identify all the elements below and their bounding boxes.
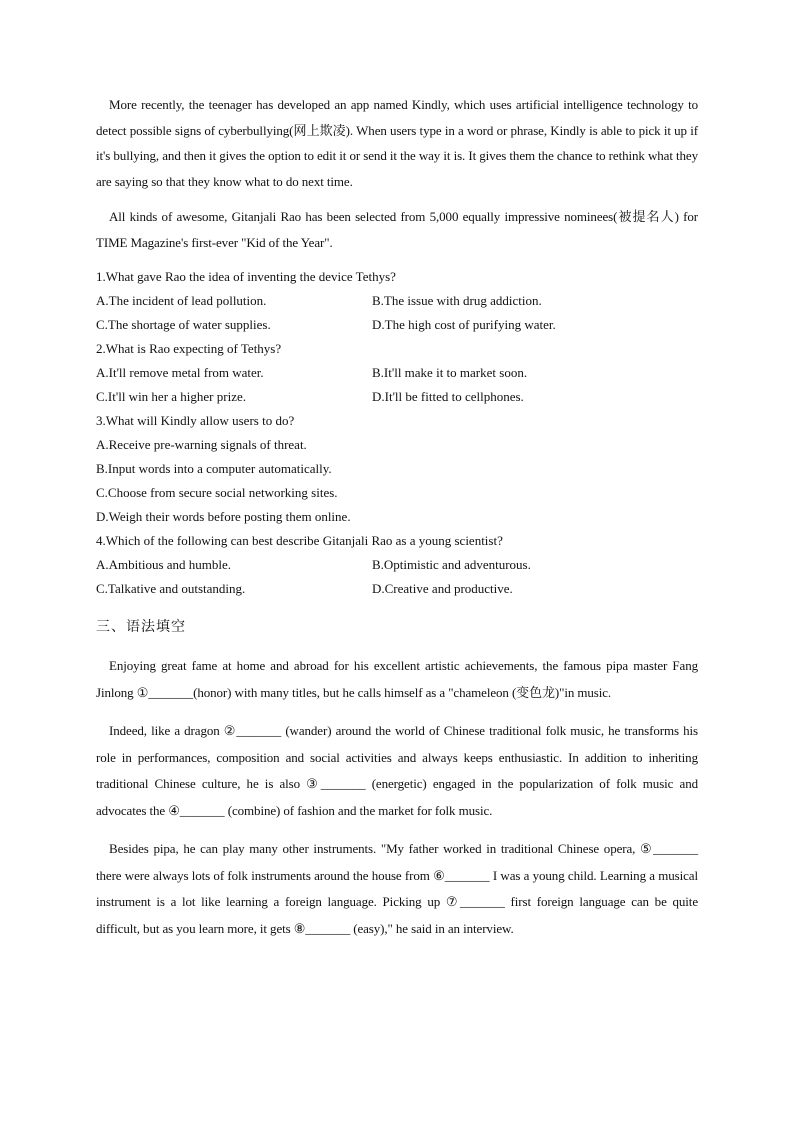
grammar-paragraph-3: Besides pipa, he can play many other instruments. "My father worked in traditional Chinese opera, ⑤_______ there were always lots of folk instruments around the house from ⑥_______ I was a young child. Learning a musical instrument is a lot like learning a foreign language. Picking up ⑦_______ first foreign language can be quite difficult, but as you learn more, it gets ⑧_______ (easy)," he said in an interview.: [96, 841, 698, 936]
question-2-stem: 2.What is Rao expecting of Tethys?: [96, 341, 282, 356]
question-list: [96, 265, 698, 601]
question-2-options-row-1: [96, 361, 698, 385]
question-4-stem: 4.Which of the following can best describe Gitanjali Rao as a young scientist?: [96, 533, 503, 548]
question-4-options-row-2: [96, 577, 698, 601]
question-4-option-a: A.Ambitious and humble.: [96, 557, 232, 572]
question-4-options-row-1: [96, 553, 698, 577]
question-2-option-b: B.It'll make it to market soon.: [372, 365, 528, 380]
question-3-stem: 3.What will Kindly allow users to do?: [96, 413, 295, 428]
question-4-option-c: C.Talkative and outstanding.: [96, 581, 246, 596]
question-1-option-c: C.The shortage of water supplies.: [96, 317, 271, 332]
question-2-options-row-2: [96, 385, 698, 409]
question-4-option-d: D.Creative and productive.: [372, 581, 513, 596]
question-3-option-a: A.Receive pre-warning signals of threat.: [96, 437, 307, 452]
question-1-stem: 1.What gave Rao the idea of inventing the device Tethys?: [96, 269, 396, 284]
grammar-paragraph-1: Enjoying great fame at home and abroad for his excellent artistic achievements, the famous pipa master Fang Jinlong ①_______(honor) with many titles, but he calls himself as a "chameleon (变色龙)"in music.: [96, 658, 698, 700]
question-2-option-d: D.It'll be fitted to cellphones.: [372, 389, 524, 404]
question-1-option-a: A.The incident of lead pollution.: [96, 293, 267, 308]
question-1-options-row-2: [96, 313, 698, 337]
grammar-paragraph-2: Indeed, like a dragon ②_______ (wander) around the world of Chinese traditional folk music, he transforms his role in performances, composition and social activities and always keeps enthusiastic. In addition to inheriting traditional Chinese culture, he is also ③_______ (energetic) engaged in the popularization of folk music and advocates the ④_______ (combine) of fashion and the market for folk music.: [96, 723, 698, 818]
question-2-option-a: A.It'll remove metal from water.: [96, 365, 264, 380]
question-1-option-b: B.The issue with drug addiction.: [372, 293, 542, 308]
question-2-option-c: C.It'll win her a higher prize.: [96, 389, 246, 404]
question-1-options-row-1: [96, 289, 698, 313]
passage-paragraph-1: More recently, the teenager has developed an app named Kindly, which uses artificial intelligence technology to detect possible signs of cyberbullying(网上欺凌). When users type in a word or phrase, Kindly is able to pick it up if it's bullying, and then it gives the option to edit it or send it the way it is. It gives them the chance to rethink what they are saying so that they know what to do next time.: [96, 97, 698, 189]
question-4-option-b: B.Optimistic and adventurous.: [372, 557, 531, 572]
question-3-option-c: C.Choose from secure social networking sites.: [96, 485, 338, 500]
question-3-option-b: B.Input words into a computer automatically.: [96, 461, 332, 476]
question-3-option-d: D.Weigh their words before posting them online.: [96, 509, 351, 524]
section-heading-grammar: 三、语法填空: [96, 619, 186, 635]
question-1-option-d: D.The high cost of purifying water.: [372, 317, 556, 332]
passage-paragraph-2: All kinds of awesome, Gitanjali Rao has been selected from 5,000 equally impressive nominees(被提名人) for TIME Magazine's first-ever "Kid of the Year".: [96, 209, 698, 250]
document-page: [96, 92, 698, 954]
